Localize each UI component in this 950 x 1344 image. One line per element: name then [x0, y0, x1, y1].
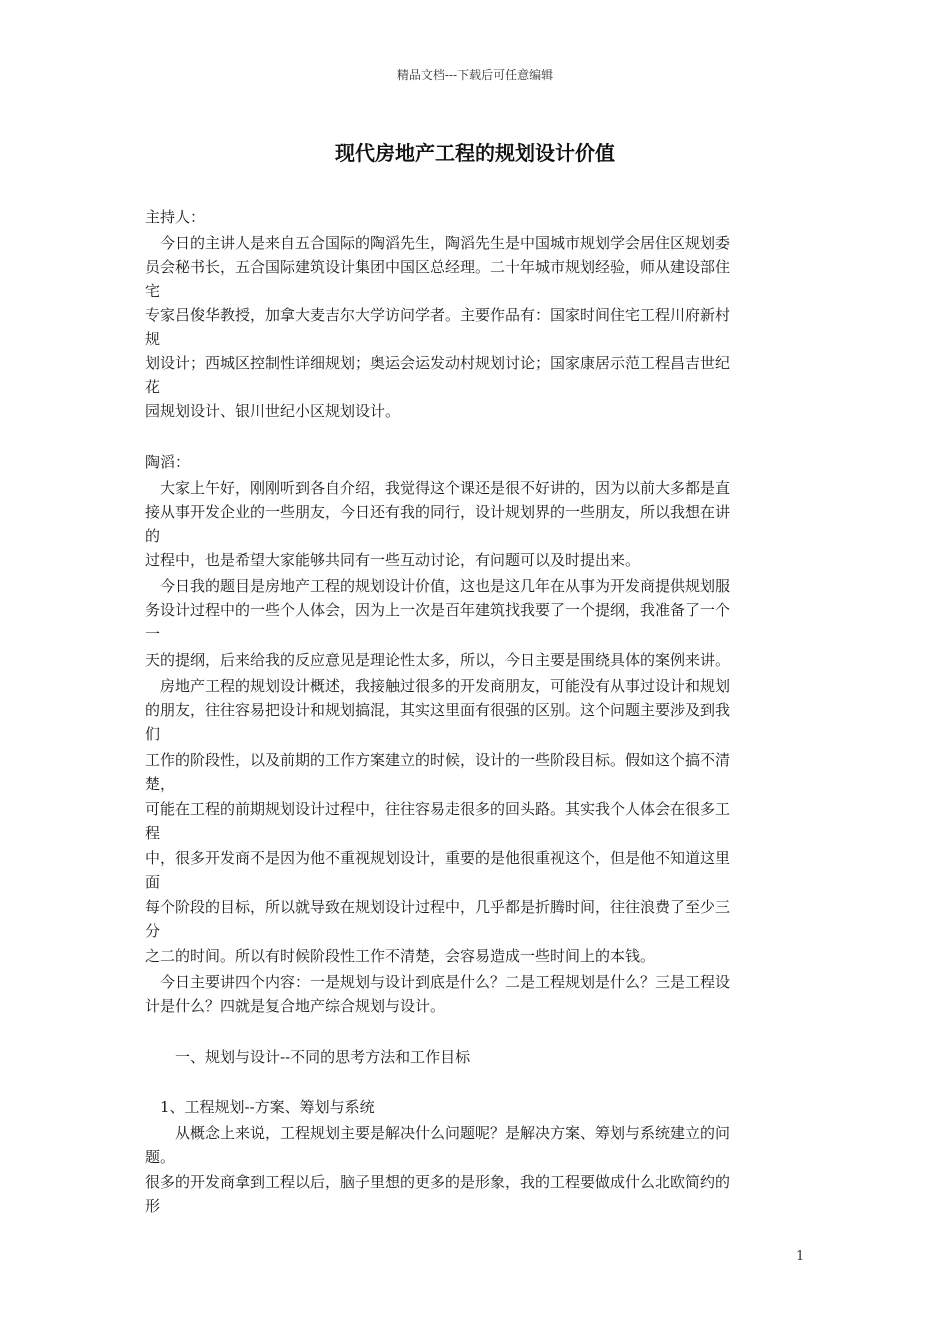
section-heading: 一、规划与设计--不同的思考方法和工作目标: [145, 1048, 471, 1066]
body-line: 陶滔：: [145, 453, 191, 471]
body-line: 今日我的题目是房地产工程的规划设计价值，这也是这几年在从事为开发商提供规划服: [145, 577, 731, 595]
body-line: 计是什么？四就是复合地产综合规划与设计。: [145, 997, 446, 1015]
body-line: 形: [145, 1197, 161, 1215]
subsection-heading: 1、工程规划--方案、筹划与系统: [145, 1098, 375, 1116]
document-title: 现代房地产工程的规划设计价值: [335, 141, 615, 165]
body-line: 们: [145, 725, 161, 743]
body-line: 程: [145, 824, 161, 842]
body-line: 工作的阶段性，以及前期的工作方案建立的时候，设计的一些阶段目标。假如这个搞不清: [145, 751, 731, 769]
body-line: 划设计；西城区控制性详细规划；奥运会运发动村规划讨论；国家康居示范工程昌吉世纪: [145, 354, 731, 372]
body-line: 宅: [145, 282, 161, 300]
page-header: 精品文档---下载后可任意编辑: [396, 68, 554, 82]
body-line: 分: [145, 922, 161, 940]
body-line: 中，很多开发商不是因为他不重视规划设计，重要的是他很重视这个，但是他不知道这里: [145, 849, 731, 867]
body-line: 园规划设计、银川世纪小区规划设计。: [145, 402, 401, 420]
body-line: 从概念上来说，工程规划主要是解决什么问题呢？是解决方案、筹划与系统建立的问: [145, 1124, 731, 1142]
body-line: 主持人：: [145, 208, 206, 226]
body-line: 花: [145, 378, 161, 396]
body-line: 题。: [145, 1148, 176, 1166]
body-line: 每个阶段的目标，所以就导致在规划设计过程中，几乎都是折腾时间，往往浪费了至少三: [145, 898, 731, 916]
body-line: 务设计过程中的一些个人体会，因为上一次是百年建筑找我要了一个提纲，我准备了一个: [145, 601, 731, 619]
body-line: 专家吕俊华教授，加拿大麦吉尔大学访问学者。主要作品有：国家时间住宅工程川府新村: [145, 306, 731, 324]
body-line: 可能在工程的前期规划设计过程中，往往容易走很多的回头路。其实我个人体会在很多工: [145, 800, 731, 818]
body-line: 楚，: [145, 775, 176, 793]
page-number: 1: [796, 1249, 805, 1264]
body-line: 大家上午好，刚刚听到各自介绍，我觉得这个课还是很不好讲的，因为以前大多都是直: [145, 479, 731, 497]
body-line: 员会秘书长，五合国际建筑设计集团中国区总经理。二十年城市规划经验，师从建设部住: [145, 258, 731, 276]
body-line: 过程中，也是希望大家能够共同有一些互动讨论，有问题可以及时提出来。: [145, 551, 641, 569]
body-line: 之二的时间。所以有时候阶段性工作不清楚，会容易造成一些时间上的本钱。: [145, 947, 656, 965]
body-line: 的: [145, 527, 161, 545]
body-line: 很多的开发商拿到工程以后，脑子里想的更多的是形象，我的工程要做成什么北欧简约的: [145, 1173, 731, 1191]
body-line: 的朋友，往往容易把设计和规划搞混，其实这里面有很强的区别。这个问题主要涉及到我: [145, 701, 731, 719]
body-line: 房地产工程的规划设计概述，我接触过很多的开发商朋友，可能没有从事过设计和规划: [145, 677, 731, 695]
body-line: 今日主要讲四个内容：一是规划与设计到底是什么？二是工程规划是什么？三是工程设: [145, 973, 731, 991]
body-line: 规: [145, 330, 161, 348]
body-line: 天的提纲，后来给我的反应意见是理论性太多，所以，今日主要是围绕具体的案例来讲。: [145, 651, 731, 669]
body-line: 接从事开发企业的一些朋友，今日还有我的同行，设计规划界的一些朋友，所以我想在讲: [145, 503, 731, 521]
body-line: 今日的主讲人是来自五合国际的陶滔先生，陶滔先生是中国城市规划学会居住区规划委: [145, 234, 731, 252]
body-line: 面: [145, 873, 161, 891]
body-line: 一: [145, 625, 161, 643]
